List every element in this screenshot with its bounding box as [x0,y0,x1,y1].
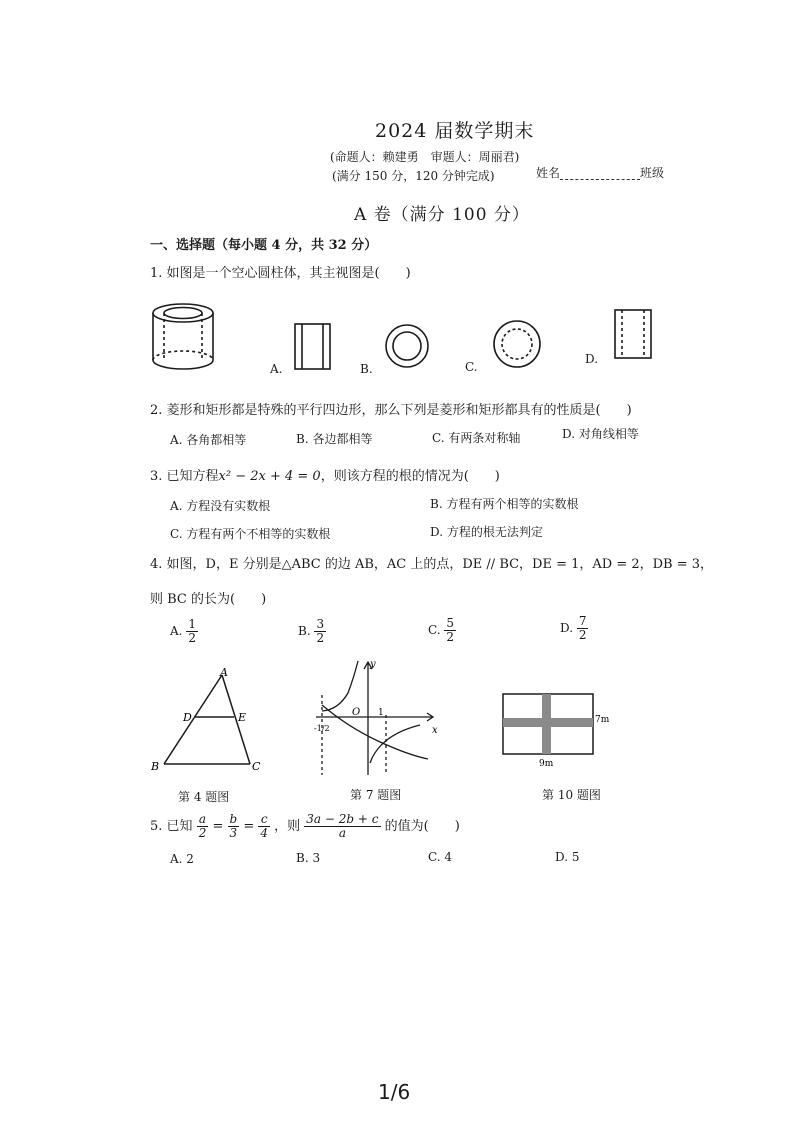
q4-d-den: 2 [578,628,587,642]
fig7-curve-lower [370,725,420,763]
q1-figures [145,298,675,378]
q2-option-a: A. 各角都相等 [170,433,247,447]
q4-d-num: 7 [578,614,587,628]
option-b-figure [386,325,428,367]
q3-option-b: B. 方程有两个相等的实数根 [430,497,579,511]
q5-option-b: B. 3 [296,851,321,865]
part1-heading: 一、选择题（每小题 4 分，共 32 分） [150,238,378,253]
q3-option-c: C. 方程有两个不相等的实数根 [170,527,331,541]
exam-title: 2024 届数学期末 [375,120,535,142]
fig4-label-a: A [220,666,228,679]
fig7-label-one: 1 [378,708,384,718]
fig7-label-o: O [352,707,361,718]
q1-option-d: D. [585,352,599,366]
fig7-label-x: x [432,725,438,736]
q5-fraction-b [228,813,240,840]
q4-option-d-fraction [577,615,589,642]
q5-f1-den: 2 [198,826,207,840]
q5-f3-den: 4 [260,826,268,840]
q5-f2-num: b [229,812,238,826]
q5-mid: ，则 [274,819,301,834]
name-field [536,164,664,181]
fig4-label-d: D [183,711,192,724]
q4-option-b-label: B. [298,624,311,638]
q5-f1-num: a [197,813,209,827]
q4-option-d-label: D. [560,621,574,635]
fig10-label-width: 9m [539,759,554,769]
fig4-caption: 第 4 题图 [178,790,230,804]
q5-f4-num: 3a − 2b + c [306,812,379,826]
fig4-triangle [148,665,268,775]
page-number: 1/6 [378,1080,411,1104]
fig4-label-c: C [252,760,261,773]
fig7-curve-upper [322,661,358,711]
q2-option-b: B. 各边都相等 [296,432,373,446]
q4-option-c-label: C. [428,623,441,637]
q2-option-c: C. 有两条对称轴 [432,431,521,445]
q1-option-c: C. [465,360,478,374]
q3-text [150,465,500,484]
section-a-title: A 卷（满分 100 分） [354,205,530,225]
name-label: 姓名 [536,166,561,180]
q4-option-b-fraction [314,618,326,645]
fig7-caption: 第 7 题图 [350,788,402,802]
fig10-vertical-road [542,694,551,754]
q3-option-d: D. 方程的根无法判定 [430,525,543,539]
q5-text: 5. 已知 $\frac{a}{2}$ = $\frac{b}{3}$ = $\frac{c}{4}$ ，则 $\frac{3a - 2b + c}{a}$ 的值为( ) [150,812,460,840]
q5-fraction-expr [304,813,380,840]
q3-option-a: A. 方程没有实数根 [170,499,271,513]
fig7-label-y: y [370,659,376,670]
q4-option-d [560,615,588,642]
q3-suffix: ，则该方程的根的情况为( ) [320,469,500,484]
fig10-field [495,690,615,770]
q4-option-c-fraction [444,617,456,644]
q4-a-num: 1 [188,617,196,631]
q5-suffix: 的值为( ) [384,819,460,834]
q2-option-d: D. 对角线相等 [562,427,639,441]
q1-option-a: A. [270,362,283,376]
fig10-caption: 第 10 题图 [542,788,601,802]
q4-option-b [298,618,326,645]
q4-b-den: 2 [316,631,325,645]
q4-line1: 4. 如图，D，E 分别是△ABC 的边 AB，AC 上的点，DE // BC，DE = 1，AD = 2，DB = 3， [150,557,714,572]
q4-option-a-fraction [186,618,198,645]
hollow-cylinder-figure [153,304,213,369]
q1-option-b: B. [360,362,373,376]
option-c-figure [494,321,540,367]
fig7-label-neg-half: -1/2 [314,724,330,733]
q4-a-den: 2 [188,631,196,645]
q4-option-c [428,617,456,644]
fig4-side-ab [164,675,222,764]
q4-option-a-label: A. [170,624,183,638]
q4-b-num: 3 [316,617,325,631]
option-a-figure [295,324,330,369]
class-label: 班级 [640,166,665,180]
q5-f4-den: a [338,826,346,840]
fig10-label-height: 7m [595,715,610,725]
q4-c-num: 5 [446,616,455,630]
fig7-graph [308,655,448,780]
q2-text: 2. 菱形和矩形都是特殊的平行四边形，那么下列是菱形和矩形都具有的性质是( ) [150,403,632,418]
q5-f3-num: c [258,813,270,827]
q4-c-den: 2 [446,630,455,644]
authors-line: (命题人：赖建勇 审题人：周丽君) [330,150,520,164]
q4-line2: 则 BC 的长为( ) [150,592,267,607]
q3-prefix: 3. 已知方程 [150,469,219,484]
q3-equation: x² − 2x + 4 = 0 [218,469,321,484]
fig4-label-e: E [238,711,247,724]
fig4-label-b: B [151,760,160,773]
q5-fraction-c [258,813,270,840]
q5-fraction-a [197,813,209,840]
q5-option-c: C. 4 [428,850,453,864]
name-blank [560,168,640,180]
q5-f2-den: 3 [229,826,238,840]
q5-prefix: 5. 已知 [150,819,193,834]
q4-option-a [170,618,198,645]
q5-option-a: A. 2 [170,852,194,866]
fig7-curve-line [322,705,428,759]
exam-info: (满分 150 分，120 分钟完成) [332,169,495,183]
q5-option-d: D. 5 [555,850,580,864]
q1-text: 1. 如图是一个空心圆柱体，其主视图是( ) [150,266,411,281]
option-d-figure [615,310,651,358]
